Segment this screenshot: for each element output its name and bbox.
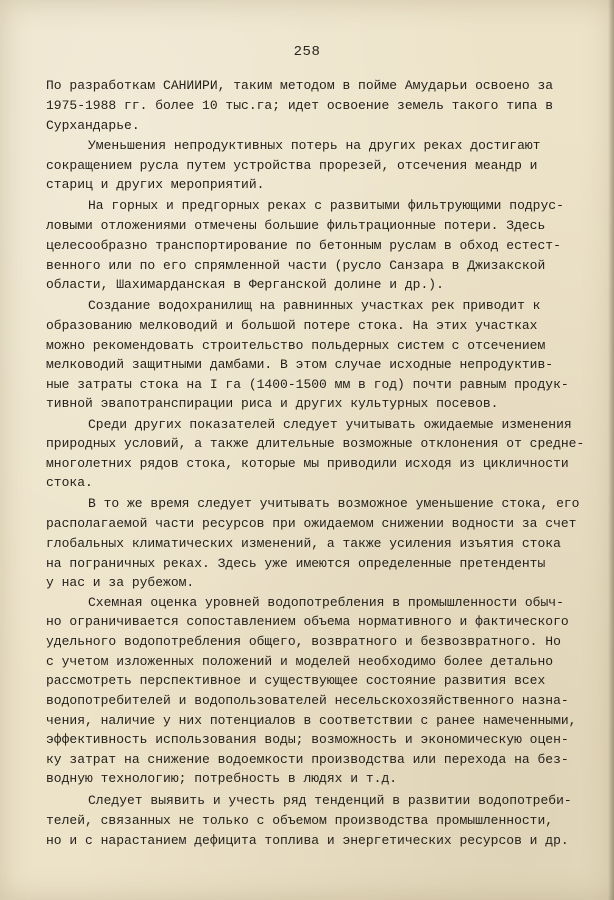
text-line: природных условий, а также длительные возможные отклонения от средне- xyxy=(46,436,585,451)
text-line: Схемная оценка уровней водопотребления в промышленности обыч- xyxy=(88,595,564,610)
text-line: располагаемой части ресурсов при ожидаемом снижении водности за счет xyxy=(46,516,577,531)
text-line: области, Шахимарданская в Ферганской долине и др.). xyxy=(46,277,444,292)
text-line: с учетом изложенных положений и моделей необходимо более детально xyxy=(46,654,554,669)
text-line: водопотребителей и водопользователей несельскохозяйственного назна- xyxy=(46,693,569,708)
text-line: В то же время следует учитывать возможное уменьшение стока, его xyxy=(88,496,580,511)
text-line: эффективность использования воды; возможность и экономическую оцен- xyxy=(46,732,569,747)
text-line: На горных и предгорных реках с развитыми фильтрующими подрус- xyxy=(88,198,564,213)
text-line: ные затраты стока на I га (1400-1500 мм в год) почти равным продук- xyxy=(46,377,569,392)
text-line: Создание водохранилищ на равнинных участках рек приводит к xyxy=(88,298,541,313)
text-line: глобальных климатических изменений, а также усиления изъятия стока xyxy=(46,536,561,551)
text-line: Среди других показателей следует учитывать ожидаемые изменения xyxy=(88,417,572,432)
text-line: По разработкам САНИИРИ, таким методом в пойме Амударьи освоено за xyxy=(46,78,554,93)
text-line: ку затрат на снижение водоемкости производства или перехода на без- xyxy=(46,752,569,767)
text-line: у нас и за рубежом. xyxy=(46,575,195,590)
text-line: водную технологию; потребность в людях и т.д. xyxy=(46,771,398,786)
page-number: 258 xyxy=(293,44,321,60)
text-line: Следует выявить и учесть ряд тенденций в развитии водопотреби- xyxy=(88,793,572,808)
text-line: но и с нарастанием дефицита топлива и энергетических ресурсов и др. xyxy=(46,833,569,848)
text-line: чения, наличие у них потенциалов в соответствии с ранее намеченными, xyxy=(46,713,577,728)
text-line: Уменьшения непродуктивных потерь на других реках достигают xyxy=(88,138,541,153)
text-line: многолетних рядов стока, которые мы приводили исходя из цикличности xyxy=(46,456,569,471)
text-line: сокращением русла путем устройства прорезей, отсечения меандр и xyxy=(46,158,538,173)
text-line: Сурхандарье. xyxy=(46,118,140,133)
text-line: можно рекомендовать строительство польдерных систем с отсечением xyxy=(46,338,546,353)
text-line: на пограничных реках. Здесь уже имеются определенные претенденты xyxy=(46,556,546,571)
text-line: телей, связанных не только с объемом производства промышленности, xyxy=(46,813,554,828)
text-line: рассмотреть перспективное и существующее состояние развития всех xyxy=(46,673,546,688)
text-line: стока. xyxy=(46,475,93,490)
text-line: венного или по его спрямленной части (русло Санзара в Джизакской xyxy=(46,258,546,273)
text-line: мелководий защитными дамбами. В этом случае исходные непродуктив- xyxy=(46,357,554,372)
text-line: удельного водопотребления общего, возвратного и безвозвратного. Но xyxy=(46,634,561,649)
text-line: стариц и других мероприятий. xyxy=(46,177,265,192)
text-line: но ограничивается сопоставлением объема нормативного и фактического xyxy=(46,614,569,629)
text-line: ловыми отложениями отмечены большие фильтрационные потери. Здесь xyxy=(46,218,546,233)
text-line: 1975-1988 гг. более 10 тыс.га; идет освоение земель такого типа в xyxy=(46,98,554,113)
page-edge-shadow xyxy=(608,0,614,900)
text-line: образованию мелководий и большой потере стока. На этих участках xyxy=(46,318,538,333)
text-line: тивной эвапотранспирации риса и других культурных посевов. xyxy=(46,396,499,411)
text-line: целесообразно транспортирование по бетонным руслам в обход естест- xyxy=(46,238,561,253)
